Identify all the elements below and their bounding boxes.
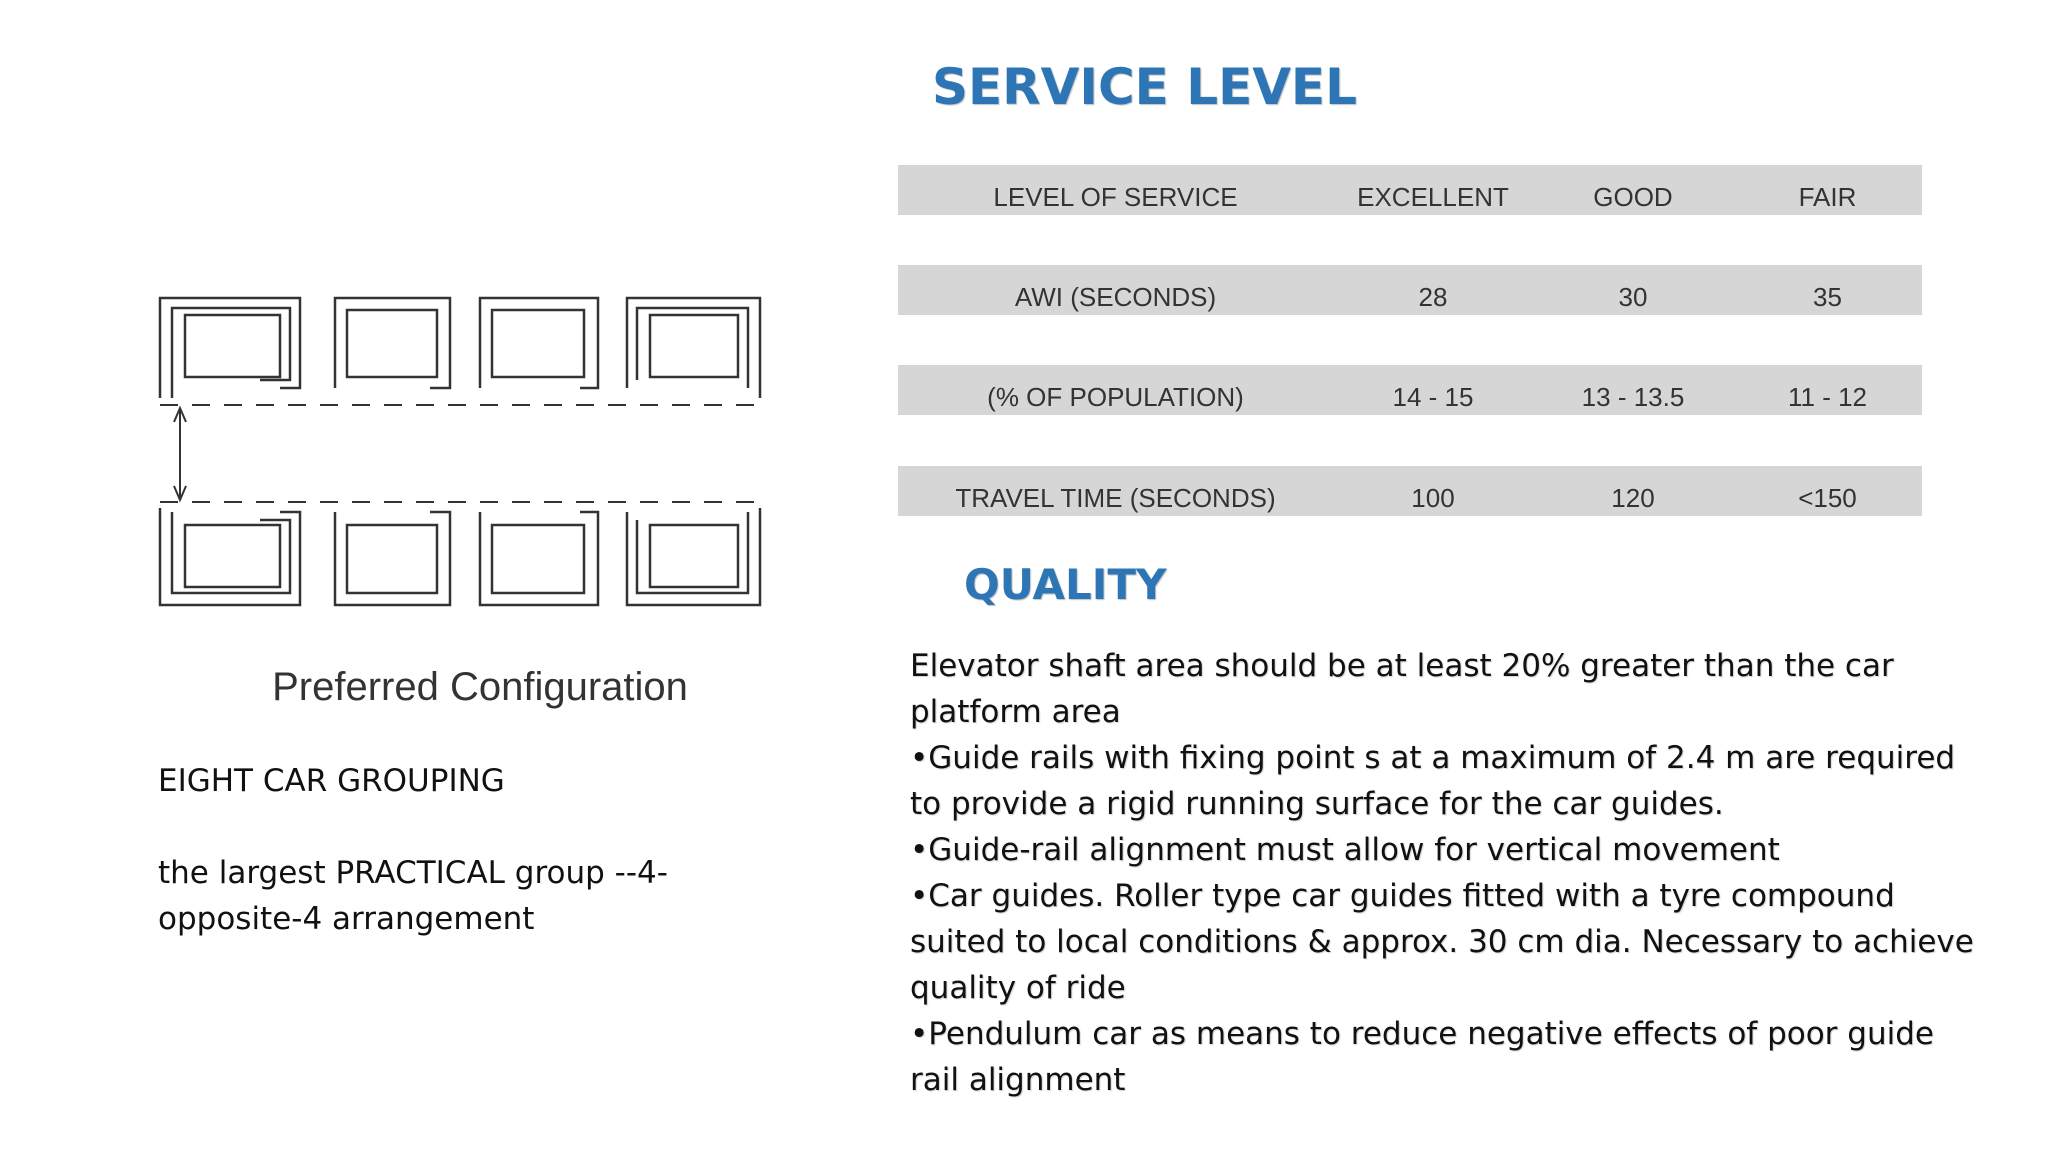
- diagram-caption: Preferred Configuration: [272, 665, 688, 709]
- header-good: GOOD: [1593, 182, 1673, 212]
- cell-good: 13 - 13.5: [1581, 382, 1685, 412]
- elevator-car-top-1: [160, 298, 300, 398]
- header-excellent: EXCELLENT: [1357, 182, 1509, 212]
- header-fair: FAIR: [1798, 182, 1857, 212]
- quality-bullet: •Pendulum car as means to reduce negative effects of poor guide rail alignment: [910, 1016, 1934, 1098]
- lobby-dimension-arrow: [174, 408, 186, 500]
- elevator-car-top-2: [335, 298, 450, 388]
- cell-good: 120: [1611, 483, 1655, 513]
- quality-body: [910, 643, 1980, 1103]
- quality-bullet: •Guide rails with fixing point s at a maximum of 2.4 m are required to provide a rigid running surface for the car guides.: [910, 740, 1956, 822]
- cell-excellent: 100: [1411, 483, 1455, 513]
- table-header-row: [898, 165, 1922, 215]
- table-row-population: [898, 365, 1922, 415]
- elevator-car-bottom-4: [627, 508, 760, 605]
- cell-excellent: 14 - 15: [1392, 382, 1474, 412]
- elevator-car-top-3: [480, 298, 598, 388]
- row-label: (% OF POPULATION): [987, 382, 1244, 412]
- cell-fair: 11 - 12: [1787, 382, 1867, 412]
- table-row-awi: [898, 265, 1922, 315]
- elevator-car-top-4: [627, 298, 760, 398]
- table-row-travel-time: [898, 466, 1922, 516]
- elevator-configuration-diagram: [140, 280, 790, 730]
- quality-title: QUALITY: [964, 560, 1167, 609]
- quality-bullet: •Car guides. Roller type car guides fitted with a tyre compound suited to local conditions & approx. 30 cm dia. Necessary to achieve quality of ride: [910, 878, 1974, 1006]
- service-level-title: SERVICE LEVEL: [932, 58, 1357, 116]
- elevator-car-bottom-2: [335, 512, 450, 605]
- cell-fair: <150: [1798, 483, 1857, 513]
- row-label: AWI (SECONDS): [1014, 282, 1217, 312]
- cell-fair: 35: [1813, 282, 1842, 312]
- header-level-of-service: LEVEL OF SERVICE: [993, 182, 1238, 212]
- cell-excellent: 28: [1418, 282, 1448, 312]
- cell-good: 30: [1618, 282, 1648, 312]
- grouping-title: EIGHT CAR GROUPING: [158, 763, 505, 799]
- elevator-car-bottom-1: [160, 508, 300, 605]
- elevator-car-bottom-3: [480, 512, 598, 605]
- quality-bullet: •Guide-rail alignment must allow for vertical movement: [910, 832, 1780, 868]
- quality-paragraph: Elevator shaft area should be at least 20% greater than the car platform area: [910, 648, 1894, 730]
- grouping-description: the largest PRACTICAL group --4-opposite-4 arrangement: [158, 855, 668, 937]
- row-label: TRAVEL TIME (SECONDS): [955, 483, 1276, 513]
